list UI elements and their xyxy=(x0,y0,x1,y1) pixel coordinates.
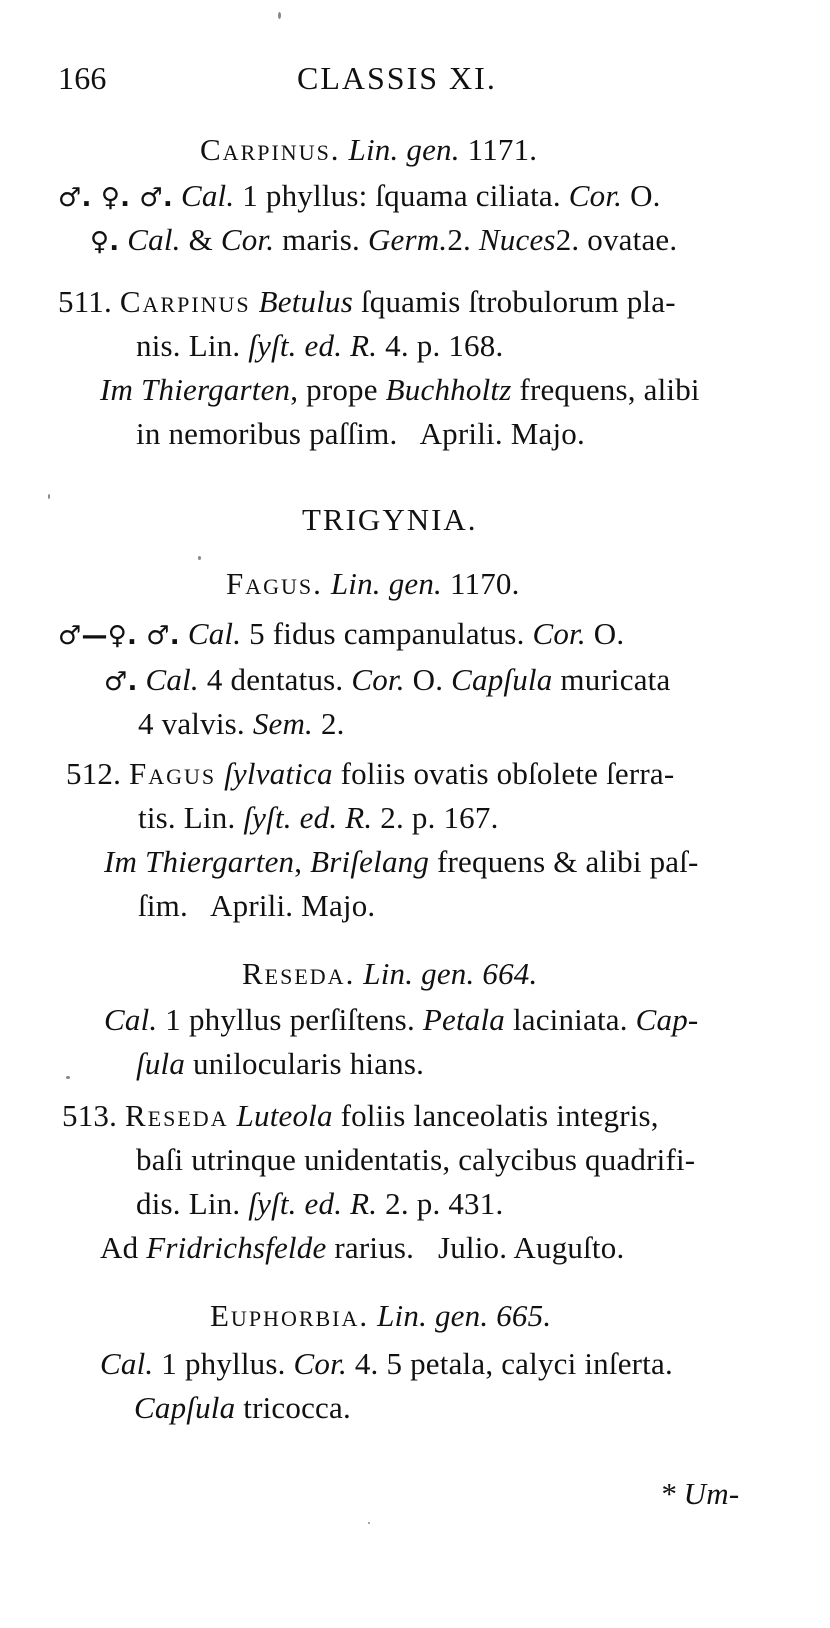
genus-heading-euphorbia: Euphorbia. Lin. gen. 665. xyxy=(210,1298,552,1333)
species-511-line-2: nis. Lin. ſyſt. ed. R. 4. p. 168. xyxy=(136,328,504,363)
scan-speck xyxy=(198,556,201,560)
genus-heading-reseda: Reseda. Lin. gen. 664. xyxy=(242,956,538,991)
species-513-line-2: baſi utrinque unidentatis, calycibus quadrifi- xyxy=(136,1142,696,1177)
fagus-character-line-3: 4 valvis. Sem. 2. xyxy=(138,706,345,741)
species-512-line-2: tis. Lin. ſyſt. ed. R. 2. p. 167. xyxy=(138,800,499,835)
scan-speck xyxy=(368,1522,370,1524)
sex-symbols-icon: ♂—♀. ♂. xyxy=(58,621,180,651)
scan-speck xyxy=(48,494,50,499)
section-title-trigynia: TRIGYNIA. xyxy=(302,502,478,537)
species-512-habitat-1: Im Thiergarten, Briſelang frequens & alibi paſ- xyxy=(104,844,699,879)
euphorbia-character-line-2: Capſula tricocca. xyxy=(134,1390,351,1425)
species-511-habitat-2: in nemoribus paſſim. Aprili. Majo. xyxy=(136,416,585,451)
genus-heading-carpinus: Carpinus. Lin. gen. 1171. xyxy=(200,132,538,167)
female-symbol-icon: ♀. xyxy=(90,227,120,257)
species-513-line-3: dis. Lin. ſyſt. ed. R. 2. p. 431. xyxy=(136,1186,504,1221)
running-title: CLASSIS XI. xyxy=(297,60,497,96)
reseda-character-line-1: Cal. 1 phyllus perſiſtens. Petala laciniata. Cap- xyxy=(104,1002,699,1037)
fagus-character-line-2: ♂. Cal. 4 dentatus. Cor. O. Capſula muricata xyxy=(104,662,671,697)
species-511-habitat-1: Im Thiergarten, prope Buchholtz frequens, alibi xyxy=(100,372,700,407)
sex-symbols-icon: ♂. ♀. ♂. xyxy=(58,183,173,213)
scan-speck xyxy=(278,12,281,19)
species-512-habitat-2: ſim. Aprili. Majo. xyxy=(138,888,376,923)
catchword: * Um- xyxy=(660,1476,740,1511)
species-511-line-1: 511. Carpinus Betulus ſquamis ſtrobulorum pla- xyxy=(58,284,676,319)
species-513-line-1: 513. Reseda Luteola foliis lanceolatis integris, xyxy=(62,1098,659,1133)
genus-heading-fagus: Fagus. Lin. gen. 1170. xyxy=(226,566,520,601)
fagus-character-line-1: ♂—♀. ♂. Cal. 5 fidus campanulatus. Cor. O. xyxy=(58,616,625,651)
page-number: 166 xyxy=(58,60,107,96)
male-symbol-icon: ♂. xyxy=(104,667,138,697)
species-512-line-1: 512. Fagus ſylvatica foliis ovatis obſolete ſerra- xyxy=(66,756,675,791)
carpinus-character-line-2: ♀. Cal. & Cor. maris. Germ.2. Nuces2. ovatae. xyxy=(90,222,678,257)
scan-speck xyxy=(66,1076,70,1079)
euphorbia-character-line-1: Cal. 1 phyllus. Cor. 4. 5 petala, calyci inſerta. xyxy=(100,1346,673,1381)
species-513-habitat: Ad Fridrichsfelde rarius. Julio. Auguſto. xyxy=(100,1230,625,1265)
reseda-character-line-2: ſula unilocularis hians. xyxy=(136,1046,425,1081)
carpinus-character-line-1: ♂. ♀. ♂. Cal. 1 phyllus: ſquama ciliata. Cor. O. xyxy=(58,178,661,213)
